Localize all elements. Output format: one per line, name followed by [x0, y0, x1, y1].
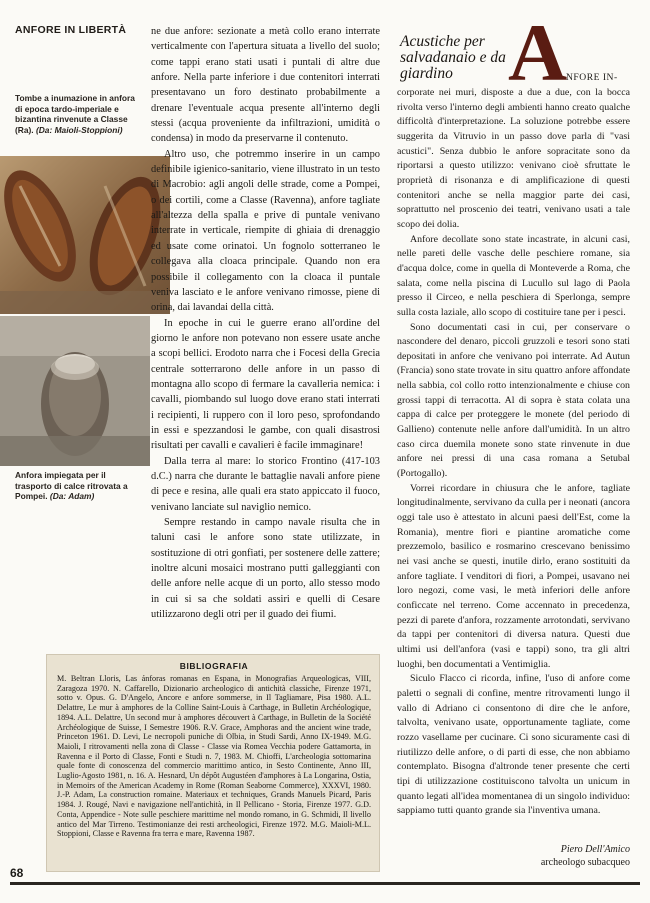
author-name: Piero Dell'Amico [560, 844, 630, 855]
caption-source: (Da: Adam) [49, 491, 95, 502]
bibliography-text: M. Beltran Lloris, Las ánforas romanas en Espana, in Monografias Arqueologicas, VIII, Zaragoza 1970. N. Caffarello, Dizionario archeologico di antichità classiche, Firenze 1971, sotto v. Opus. G. D'Angelo, Ancore e anfore sommerse, in Il Tagliamare, Pisa 1980. A.L. Delattre, Le mur à amphores de la Colline Saint-Louis à Carthage, in Bulletin Archéologique, 1894. A.L. Delattre, Un second mur à amphores découvert à Carthage, in Bulletin de la Société Archéologique de Suisse, I Semestre 1906. R.V. Grace, Amphoras and the ancient wine trade, Princeton 1961. D. Levi, Le necropoli puniche di Olbia, in Studi Sardi, Anno IX-1949. M.G. Maioli, I ritrovamenti nella zona di Classe - Classe via Romea Vecchia podere Gattamorta, in Ravenna e il Porto di Classe, Fonti e Studi n. 7, 1983. M. Chioffi, L'archeologia sottomarina quale fonte di conoscenza del commercio marittimo antico, in Sesto Continente, Anno III, Luglio-Agosto 1981, n. 16. A. Hesnard, Un dépôt Augustéen d'amphores à La Longarina, Ostia, in Memoirs of the American Academy in Rome (Roman Seaborne Commerce), XXXVI, 1980. J.-P. Adam, La construction romaine. Materiaux et techniques, Grands Manuels Picard, Paris 1984. J. Rougé, Navi e navigazione nell'antichità, in Il Pellicano - Storia, Firenze 1977. G.D. Conta, Appendice - Note sulle peschiere marittime nel mondo romano, in G. Schmidi, Il livello antico del Mar Tirreno. Testimonianze dei resti archeologici, Firenze 1972. M.G. Maioli-M.L. Stoppioni, Classe e Ravenna fra terra e mare, Ravenna 1987. [57, 674, 371, 839]
photo-amphora-tombs [0, 156, 170, 314]
section-title: ANFORE IN LIBERTÀ [15, 24, 127, 36]
page-number: 68 [10, 866, 24, 880]
box-article [397, 86, 630, 819]
box-paragraph: Siculo Flacco ci ricorda, infine, l'uso di anfore come paletti o segnali di confine, mentre ritrovamenti lungo il vallo di Adriano ci consentono di dire che le anfore, talvolta, venivano usate, opportunamente tagliate, come rozzo vasellame per cucinare. Ci sono sicuramente casi di riutilizzo delle anfore, o di parti di esse, che non abbiamo contemplato. Bisogna d'altronde tener presente che certi tipi di utilizzazione costituiscono talvolta un unicum in quanto legati all'idea momentanea di un singolo individuo: sappiamo tutti quanto grande sia l'inventiva umana. [397, 673, 630, 817]
bibliography-box [46, 654, 380, 872]
main-article [151, 24, 380, 622]
article-paragraph: Altro uso, che potremmo inserire in un campo definibile igienico-sanitario, viene illustrato in un testo di Macrobio: agli angoli delle strade, come a Pompei, o dei cortili, come a Classe (Ravenna), anfore tagliate all'altezza della spalla e prive di puntale venivano interrate in verticale, riempite di ghiaia di drenaggio ed usate come orinatoi. Un fognolo sotterraneo le collegava alla cloaca principale. Quando non era possibile il collegamento con la cloaca il puntale veniva lasciato e le anfore venivano rimosse, piene di orina, dai lavandai della città. [151, 148, 380, 314]
caption-source: (Da: Maioli-Stoppioni) [35, 124, 123, 135]
article-paragraph: In epoche in cui le guerre erano all'ordine del giorno le anfore non potevano non essere usate anche a scopi bellici. Erodoto narra che i Focesi della Grecia centrale sotterrarono delle anfore in un passo di montagna allo scopo di fermare la cavalleria nemica: i cavalli, piombando sul luogo dove erano stati interrati i recipienti, li ruppero con il loro peso, sprofondando in essi e spezzandosi le gambe, con quali disastrosi risultati per cavalli e cavalieri è facile immaginare! [151, 317, 380, 452]
bottom-rule [10, 882, 640, 885]
box-paragraph: Sono documentati casi in cui, per conservare o nascondere del denaro, piccoli gruzzoli e tesori sono stati depositati in anfore che venivano poi interrate. Ad Autun (Francia) sono state trovate in situ quattro anfore affondate nella sabbia, col collo rotto intenzionalmente e chiuse con grossi tappi di terracotta. Al di sopra è stata colata una cappa di calce per proteggere le monete (del periodo di Gallieno) contenute nelle anfore dall'umidità. In un altro caso circa duemila monete sono state rinvenute in due anfore nei pressi di una casa romana a Setubal (Portogallo). [397, 321, 630, 480]
article-paragraph: Dalla terra al mare: lo storico Frontino (417-103 d.C.) narra che durante le battaglie navali anfore piene di pece e resina, alle quali era stato appiccato il fuoco, venivano lanciate sul naviglio nemico. [151, 455, 380, 513]
photo-caption-pompei [15, 470, 135, 502]
article-paragraph: ne due anfore: sezionate a metà collo erano interrate verticalmente con l'apertura situata a livello del suolo; come tappi erano stati usati i puntali di altre due anfore. Nella parte inferiore i due contenitori interrati presentavano un foro destinato probabilmente a drenare l'eventuale acqua presente all'interno degli stessi (acqua proveniente da infiltrazioni, umidità o condensa) in modo da preservarne il contenuto. [151, 26, 380, 145]
photo-amphora-lime [0, 316, 150, 466]
caption-text: Tombe a inumazione in anfora di epoca tardo-imperiale e bizantina rinvenute a Classe (Ra). [15, 93, 135, 135]
box-paragraph: Anfore decollate sono state incastrate, in alcuni casi, nelle pareti delle vasche delle peschiere romane, sia d'acqua dolce, come in quella di Monteverde a Roma, che salata, come nella piscina di Lucullo sul lago di Paola presso il Circeo, e nella peschiera di Sperlonga, sempre sulla costa laziale, allo scopo di costituire tane per i pesci. [397, 233, 630, 318]
author-role: archeologo subacqueo [540, 857, 630, 868]
photo-caption-tombs [15, 93, 135, 135]
signature [460, 843, 630, 869]
box-title: Acustiche per salvadanaio e da giardino [400, 33, 506, 82]
lead-caps: NFORE IN- [566, 72, 618, 83]
caption-text: Anfora impiegata per il trasporto di calce ritrovata a Pompei. [15, 470, 128, 502]
article-paragraph: Sempre restando in campo navale risulta che in taluni casi le anfore sono state utilizzate, in sostituzione di otri gonfiati, per sostenere delle zattere; inoltre alcuni mosaici mostrano putti galleggianti con delle anfore nelle acque di un porto, allo stesso modo in cui si sa che soldati assiri e quelli di Cesare utilizzarono degli otri per il guado dei fiumi. [151, 517, 380, 621]
box-paragraph: corporate nei muri, disposte a due a due, con la bocca rivolta verso l'interno degli ambienti hanno creato qualche difficoltà d'interpretazione. La soluzione potrebbe essere suggerita da Vitruvio in un passo dove parla di "vasi acustici". Senza dubbio le anfore sopracitate sono da riportarsi a questo utilizzo: venivano cioè sfruttate le proprietà di risonanza e di amplificazione di questi contenitori anche se nella maggior parte dei casi, soprattutto nel proscenio dei teatri, venivano usati a tale scopo dei dolia. [397, 87, 630, 230]
box-paragraph: Vorrei ricordare in chiusura che le anfore, tagliate longitudinalmente, servivano da culla per i neonati (ancora oggi tale uso è attestato in alcuni paesi dell'Est, come la Romania), mentre fiori e piantine aromatiche come prezzemolo, basilico e rosmarino crescevano benissimo nei vasi anche se questi, inutile dirlo, erano sostituiti da anfore tagliate. I venditori di fiori, a Pompei, usavano nei loro negozi, come vasi, le metà inferiori delle anfore conficcate nel terreno. Come accennato in precedenza, pezzi di parete d'anfora, rozzamente arrotondati, servivano da tappi per contenitori di diversa natura. Questi due ultimi usi dell'anfora (vasi e tappi) sono, tra gli altri luoghi, ben documentati a Ventimiglia. [397, 482, 630, 670]
bibliography-heading: BIBLIOGRAFIA [179, 661, 249, 671]
drop-cap: A [508, 7, 568, 98]
